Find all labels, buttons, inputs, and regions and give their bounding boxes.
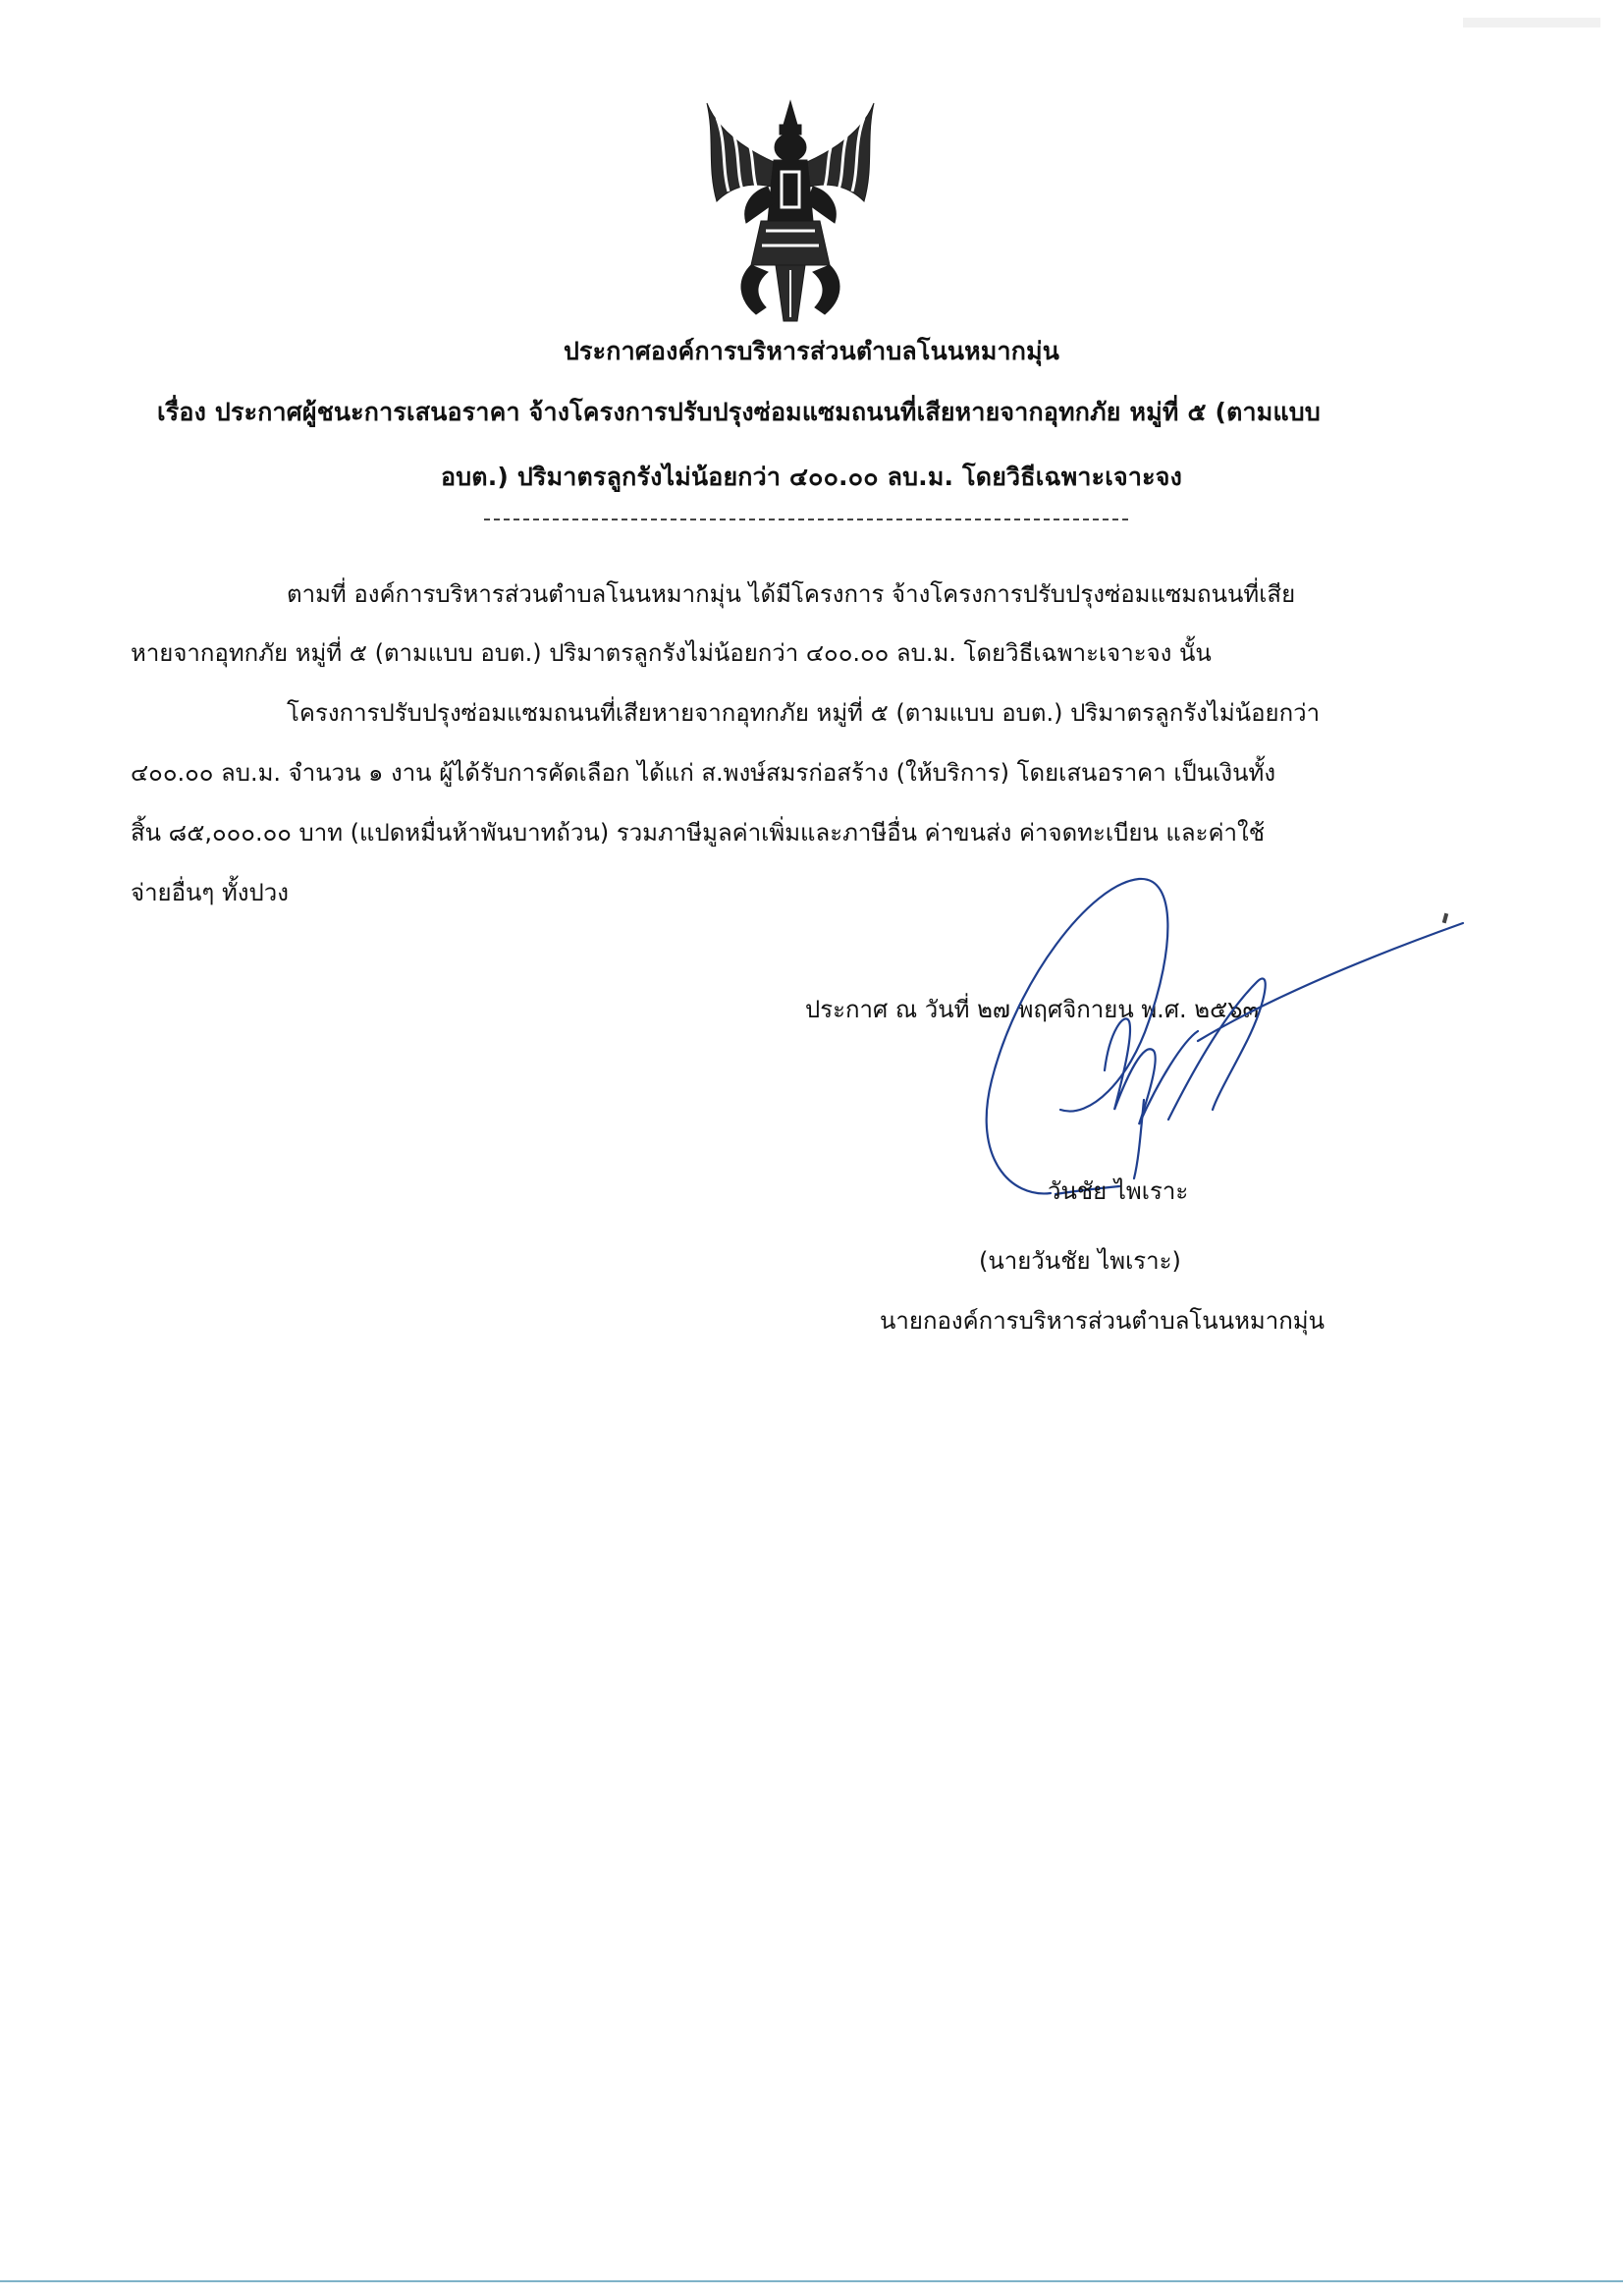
body-paragraph-2-line-2: ๔๐๐.๐๐ ลบ.ม. จำนวน ๑ งาน ผู้ได้รับการคัดเลือก ได้แก่ ส.พงษ์สมรก่อสร้าง (ให้บริการ) โดยเสนอราคา เป็นเงินทั้ง bbox=[131, 759, 1276, 787]
body-paragraph-1-line-2: หายจากอุทกภัย หมู่ที่ ๕ (ตามแบบ อบต.) ปริมาตรลูกรังไม่น้อยกว่า ๔๐๐.๐๐ ลบ.ม. โดยวิธีเฉพาะเจาะจง นั้น bbox=[131, 639, 1212, 667]
signature-text: วันชัย ไพเราะ bbox=[1048, 1177, 1189, 1205]
issuer-title: ประกาศองค์การบริหารส่วนตำบลโนนหมากมุ่น bbox=[563, 337, 1060, 365]
subject-line-1: เรื่อง ประกาศผู้ชนะการเสนอราคา จ้างโครงการปรับปรุงซ่อมแซมถนนที่เสียหายจากอุทกภัย หมู่ที่ ๕ (ตามแบบ bbox=[157, 398, 1321, 426]
body-paragraph-1-line-1: ตามที่ องค์การบริหารส่วนตำบลโนนหมากมุ่น ได้มีโครงการ จ้างโครงการปรับปรุงซ่อมแซมถนนที่เสีย bbox=[287, 580, 1296, 608]
subject-line-2: อบต.) ปริมาตรลูกรังไม่น้อยกว่า ๔๐๐.๐๐ ลบ.ม. โดยวิธีเฉพาะเจาะจง bbox=[440, 463, 1182, 491]
announce-date: ประกาศ ณ วันที่ ๒๗ พฤศจิกายน พ.ศ. ๒๕๖๓ bbox=[805, 996, 1259, 1023]
signer-position: นายกองค์การบริหารส่วนตำบลโนนหมากมุ่น bbox=[880, 1307, 1325, 1335]
garuda-emblem-icon bbox=[697, 93, 884, 324]
page-bottom-edge bbox=[0, 2280, 1623, 2282]
header-divider bbox=[484, 519, 1128, 520]
body-paragraph-2-line-4: จ่ายอื่นๆ ทั้งปวง bbox=[131, 879, 289, 906]
body-paragraph-2-line-3: สิ้น ๘๕,๐๐๐.๐๐ บาท (แปดหมื่นห้าพันบาทถ้วน) รวมภาษีมูลค่าเพิ่มและภาษีอื่น ค่าขนส่ง ค่าจดทะเบียน และค่าใช้ bbox=[131, 819, 1266, 847]
scan-artifact bbox=[1463, 12, 1600, 33]
signer-name: (นายวันชัย ไพเราะ) bbox=[979, 1247, 1181, 1275]
body-paragraph-2-line-1: โครงการปรับปรุงซ่อมแซมถนนที่เสียหายจากอุทกภัย หมู่ที่ ๕ (ตามแบบ อบต.) ปริมาตรลูกรังไม่น้อยกว่า bbox=[287, 699, 1321, 727]
handwritten-signature bbox=[933, 864, 1483, 1228]
